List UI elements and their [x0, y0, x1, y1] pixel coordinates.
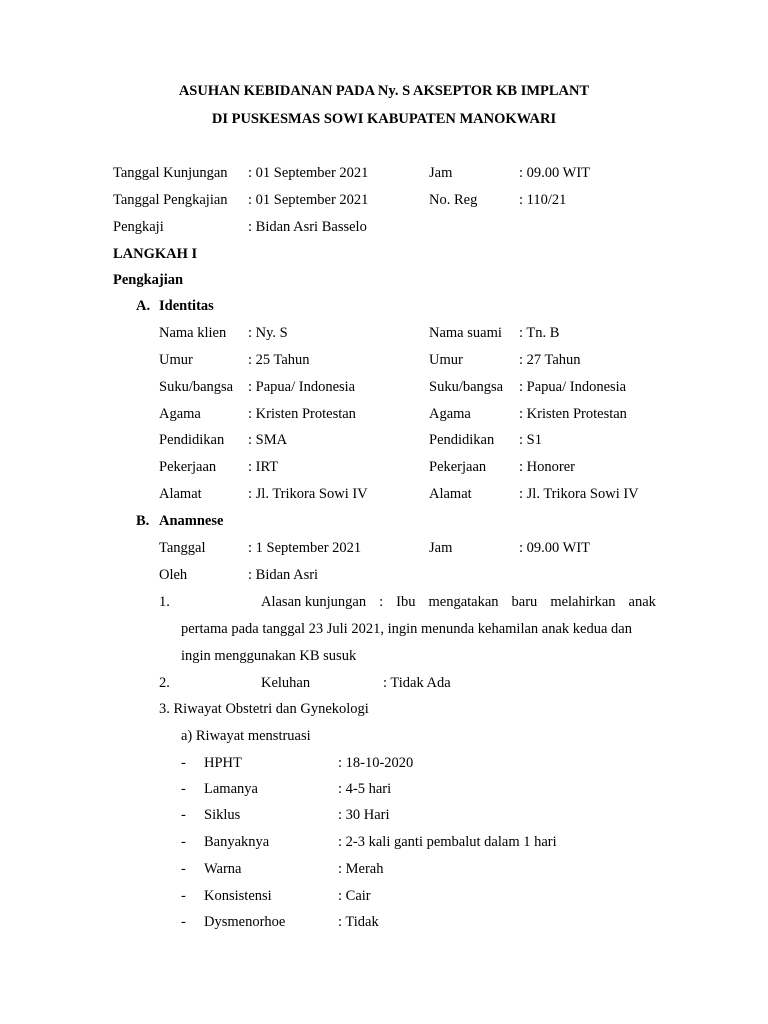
- complaint-value: : Tidak Ada: [383, 675, 451, 691]
- husband-field-value: : Tn. B: [519, 325, 560, 341]
- husband-field-value: : Papua/ Indonesia: [519, 379, 627, 395]
- visit-time-label: Jam: [429, 165, 453, 181]
- visit-reason-word: :: [379, 594, 384, 610]
- client-field-label: Alamat: [159, 486, 202, 502]
- anamnesis-by-value: : Bidan Asri: [248, 567, 319, 583]
- section-heading: Pengkajian: [113, 272, 184, 288]
- document-title-line-1: ASUHAN KEBIDANAN PADA Ny. S AKSEPTOR KB IMPLANT: [178, 83, 590, 99]
- menstruation-value: : 18-10-2020: [338, 755, 414, 771]
- bullet-dash: -: [181, 914, 186, 930]
- item-1-number: 1.: [159, 594, 170, 610]
- visit-time-value: : 09.00 WIT: [519, 165, 591, 181]
- visit-reason-line-2: pertama pada tanggal 23 Juli 2021, ingin menunda kehamilan anak kedua dan: [181, 621, 632, 637]
- bullet-dash: -: [181, 834, 186, 850]
- menstruation-value: : Merah: [338, 861, 384, 877]
- bullet-dash: -: [181, 807, 186, 823]
- menstruation-value: : 4-5 hari: [338, 781, 392, 797]
- visit-reason-line-3: ingin menggunakan KB susuk: [181, 648, 357, 664]
- menstruation-subheading: a) Riwayat menstruasi: [181, 728, 311, 744]
- client-field-label: Agama: [159, 406, 201, 422]
- client-field-value: : Ny. S: [248, 325, 288, 341]
- menstruation-label: Lamanya: [204, 781, 258, 797]
- client-field-label: Pendidikan: [159, 432, 225, 448]
- assessor-value: : Bidan Asri Basselo: [248, 219, 367, 235]
- client-field-label: Suku/bangsa: [159, 379, 234, 395]
- client-field-value: : 25 Tahun: [248, 352, 310, 368]
- husband-field-label: Agama: [429, 406, 471, 422]
- anamnesis-by-label: Oleh: [159, 567, 188, 583]
- anamnesis-time-label: Jam: [429, 540, 453, 556]
- menstruation-value: : Tidak: [338, 914, 379, 930]
- bullet-dash: -: [181, 888, 186, 904]
- menstruation-label: Konsistensi: [204, 888, 272, 904]
- client-field-label: Pekerjaan: [159, 459, 217, 475]
- menstruation-label: Siklus: [204, 807, 241, 823]
- anamnesis-date-label: Tanggal: [159, 540, 206, 556]
- bullet-dash: -: [181, 755, 186, 771]
- menstruation-value: : 2-3 kali ganti pembalut dalam 1 hari: [338, 834, 557, 850]
- husband-field-value: : 27 Tahun: [519, 352, 581, 368]
- husband-field-label: Suku/bangsa: [429, 379, 504, 395]
- visit-reason-word: melahirkan: [550, 594, 616, 610]
- document-title-line-2: DI PUSKESMAS SOWI KABUPATEN MANOKWARI: [211, 111, 557, 127]
- husband-field-value: : Jl. Trikora Sowi IV: [519, 486, 639, 502]
- registration-value: : 110/21: [519, 192, 567, 208]
- visit-reason-word: baru: [511, 594, 538, 610]
- visit-date-label: Tanggal Kunjungan: [113, 165, 228, 181]
- menstruation-value: : Cair: [338, 888, 371, 904]
- client-field-value: : Jl. Trikora Sowi IV: [248, 486, 368, 502]
- husband-field-value: : S1: [519, 432, 542, 448]
- visit-reason-word: Alasan kunjungan: [261, 594, 367, 610]
- client-field-value: : IRT: [248, 459, 279, 475]
- husband-field-label: Nama suami: [429, 325, 502, 341]
- identity-heading-number: A.: [136, 298, 151, 314]
- client-field-value: : Kristen Protestan: [248, 406, 356, 422]
- anamnesis-heading-number: B.: [136, 513, 150, 529]
- visit-reason-word: Ibu: [396, 594, 416, 610]
- husband-field-value: : Kristen Protestan: [519, 406, 627, 422]
- husband-field-label: Pekerjaan: [429, 459, 487, 475]
- assessment-date-label: Tanggal Pengkajian: [113, 192, 228, 208]
- item-3-heading: 3. Riwayat Obstetri dan Gynekologi: [159, 701, 369, 717]
- visit-reason-word: mengatakan: [428, 594, 499, 610]
- bullet-dash: -: [181, 781, 186, 797]
- visit-date-value: : 01 September 2021: [248, 165, 369, 181]
- complaint-label: Keluhan: [261, 675, 311, 691]
- anamnesis-time-value: : 09.00 WIT: [519, 540, 591, 556]
- visit-reason-word: anak: [628, 594, 656, 610]
- anamnesis-date-value: : 1 September 2021: [248, 540, 362, 556]
- identity-heading: Identitas: [159, 298, 214, 314]
- menstruation-label: HPHT: [204, 755, 242, 771]
- husband-field-label: Alamat: [429, 486, 472, 502]
- husband-field-value: : Honorer: [519, 459, 575, 475]
- menstruation-label: Banyaknya: [204, 834, 270, 850]
- step-heading: LANGKAH I: [113, 246, 198, 262]
- menstruation-label: Dysmenorhoe: [204, 914, 286, 930]
- husband-field-label: Umur: [429, 352, 463, 368]
- client-field-value: : Papua/ Indonesia: [248, 379, 356, 395]
- bullet-dash: -: [181, 861, 186, 877]
- assessment-date-value: : 01 September 2021: [248, 192, 369, 208]
- item-2-number: 2.: [159, 675, 170, 691]
- client-field-value: : SMA: [248, 432, 288, 448]
- menstruation-value: : 30 Hari: [338, 807, 390, 823]
- menstruation-label: Warna: [204, 861, 242, 877]
- visit-reason-line-1: [261, 593, 656, 611]
- husband-field-label: Pendidikan: [429, 432, 495, 448]
- client-field-label: Umur: [159, 352, 193, 368]
- client-field-label: Nama klien: [159, 325, 227, 341]
- registration-label: No. Reg: [429, 192, 478, 208]
- assessor-label: Pengkaji: [113, 219, 164, 235]
- anamnesis-heading: Anamnese: [159, 513, 224, 529]
